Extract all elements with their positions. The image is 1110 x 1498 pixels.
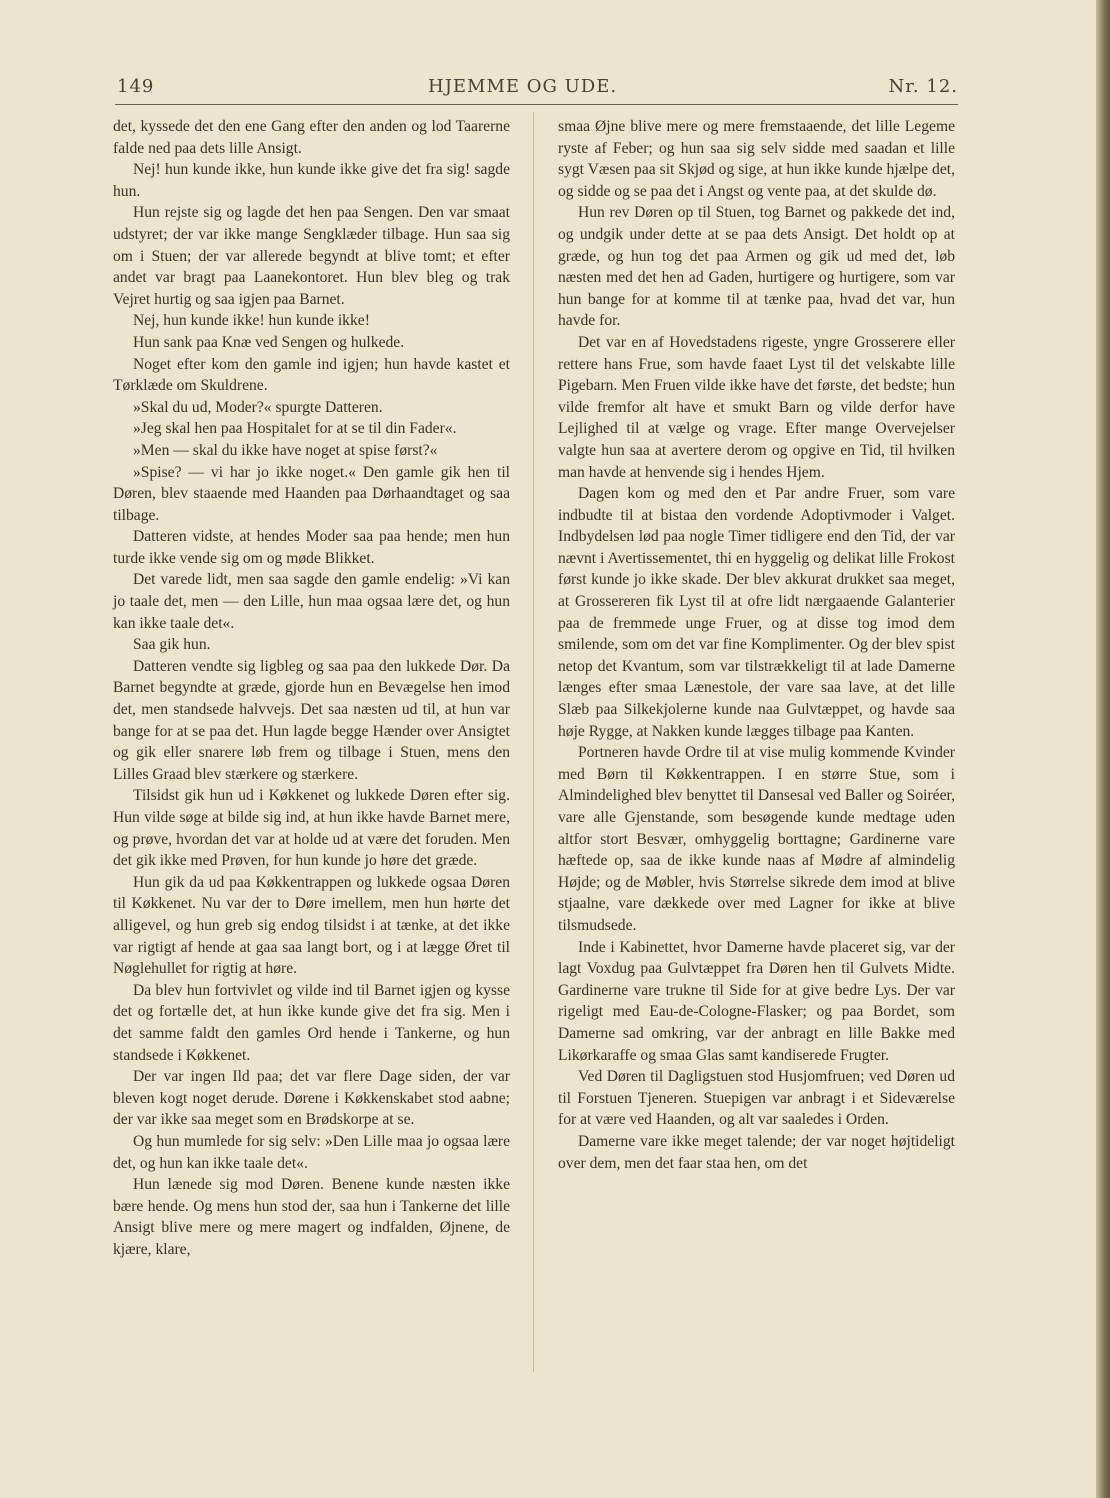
paragraph: Hun lænede sig mod Døren. Benene kunde næsten ikke bære hende. Og mens hun stod der, saa hun i Tankerne det lille Ansigt blive mere og mere magert og indfalden, Øjnene, de kjære, klare, xyxy=(113,1176,510,1258)
column-divider xyxy=(533,112,534,1372)
paragraph: »Men — skal du ikke have noget at spise først?« xyxy=(133,441,438,459)
paragraph: »Spise? — vi har jo ikke noget.« Den gamle gik hen til Døren, blev staaende med Haanden paa Dørhaandtaget og saa tilbage. xyxy=(113,463,510,524)
left-column xyxy=(113,116,510,1260)
paragraph: Det varede lidt, men saa sagde den gamle endelig: »Vi kan jo taale det, men — den Lille, hun maa ogsaa lære det, og hun kan ikke taale det«. xyxy=(113,571,510,632)
paragraph: Tilsidst gik hun ud i Køkkenet og lukkede Døren efter sig. Hun vilde søge at bilde sig ind, at hun ikke havde Barnet mere, og prøve, hvordan det var at holde ud at være det foruden. Men det gik ikke med Prøven, for hun kunde jo høre det græde. xyxy=(113,787,510,870)
paragraph: Og hun mumlede for sig selv: »Den Lille maa jo ogsaa lære det, og hun kan ikke taale det«. xyxy=(113,1132,510,1172)
paragraph: Damerne vare ikke meget talende; der var noget højtideligt over dem, men det faar staa hen, om det xyxy=(558,1132,955,1172)
paragraph: Det var en af Hovedstadens rigeste, yngre Grosserere eller rettere hans Frue, som havde faaet Lyst til det velskabte lille Pigebarn. Men Fruen vilde ikke have det første, det bedste; hun vilde fremfor alt have et smukt Barn og vilde derfor have Lejlighed til at vælge og vrage. Efter mange Overvejelser valgte hun saa at avertere derom og opgive en Tid, til hvilken man havde at henvende sig i hendes Hjem. xyxy=(558,333,955,481)
paragraph: Der var ingen Ild paa; det var flere Dage siden, der var bleven kogt noget derude. Dørene i Køkkenskabet stod aabne; der var ikke saa meget som en Brødskorpe at se. xyxy=(113,1068,510,1129)
paragraph: Ved Døren til Dagligstuen stod Husjomfruen; ved Døren ud til Forstuen Tjeneren. Stuepigen var anbragt i et Sideværelse for at være ved Haanden, og alt var saaledes i Orden. xyxy=(558,1068,955,1129)
running-header xyxy=(115,74,958,105)
paragraph: Hun sank paa Knæ ved Sengen og hulkede. xyxy=(133,333,405,351)
paragraph: Inde i Kabinettet, hvor Damerne havde placeret sig, var der lagt Voxdug paa Gulvtæppet fra Døren hen til Gulvets Midte. Gardinerne vare trukne til Side for at give bedre Lys. Der var rigeligt med Eau-de-Cologne-Flasker; og paa Bordet, som Damerne sad omkring, var der anbragt en lille Bakke med Likørkaraffe og smaa Glas samt kandiserede Frugter. xyxy=(558,938,955,1064)
paragraph: Nej, hun kunde ikke! hun kunde ikke! xyxy=(133,312,370,330)
paragraph: Saa gik hun. xyxy=(133,636,211,654)
issue-number: Nr. 12. xyxy=(888,76,958,97)
paragraph: Datteren vendte sig ligbleg og saa paa den lukkede Dør. Da Barnet begyndte at græde, gjorde hun en Bevægelse hen imod det, men standsede halvvejs. Det saa næsten ud til, at hun var bange for at se paa det. Hun lagde begge Hænder over Ansigtet og gik eller snarere løb frem og tilbage i Stuen, mens den Lilles Graad blev stærkere og stærkere. xyxy=(113,657,510,783)
paragraph: Noget efter kom den gamle ind igjen; hun havde kastet et Tørklæde om Skuldrene. xyxy=(113,355,510,395)
paragraph: Da blev hun fortvivlet og vilde ind til Barnet igjen og kysse det og fortælle det, at hun ikke kunde give det fra sig. Men i det samme faldt den gamles Ord hende i Tankerne, og hun standsede i Køkkenet. xyxy=(113,981,510,1064)
paragraph: »Jeg skal hen paa Hospitalet for at se til din Fader«. xyxy=(133,420,457,438)
paragraph: Nej! hun kunde ikke, hun kunde ikke give det fra sig! sagde hun. xyxy=(113,161,510,200)
right-column xyxy=(558,116,955,1174)
paragraph: Hun rejste sig og lagde det hen paa Sengen. Den var smaat udstyret; der var ikke mange Sengklæder tilbage. Hun saa sig om i Stuen; der var allerede begyndt at blive tomt; et efter andet var bragt paa Laanekontoret. Hun blev bleg og trak Vejret hurtig og saa igjen paa Barnet. xyxy=(113,204,510,308)
paragraph: smaa Øjne blive mere og mere fremstaaende, det lille Legeme ryste af Feber; og hun saa sig selv sidde med saadan et lille sygt Væsen paa sit Skjød og sige, at hun ikke kunde hjælpe det, og sidde og se paa det i Angst og vente paa, at det skulde dø. xyxy=(558,118,955,200)
paragraph: Datteren vidste, at hendes Moder saa paa hende; men hun turde ikke vende sig om og møde Blikket. xyxy=(113,528,510,567)
paragraph: Hun gik da ud paa Køkkentrappen og lukkede ogsaa Døren til Køkkenet. Nu var der to Døre imellem, men hun hørte det alligevel, og hun greb sig endog tilsidst i at tænke, at det ikke var rigtigt af hende at gaa saa langt bort, og i at lægge Øret til Nøglehullet for rigtig at høre. xyxy=(113,873,510,978)
page-number: 149 xyxy=(117,76,155,97)
paragraph: Dagen kom og med den et Par andre Fruer, som vare indbudte til at bistaa den vordende Adoptivmoder i Valget. Indbydelsen lød paa nogle Timer tidligere end den Tid, der var nævnt i Avertissementet, thi en hyggelig og delikat lille Frokost først kunde jo ikke skade. Der blev akkurat drukket saa meget, at Grossereren fik Lyst til at ofre lidt nærgaaende Galanterier paa de fremmede unge Fruer, og at disse tog imod dem smilende, som om det var fine Komplimenter. Og der blev spist netop det Kvantum, som var tilstrækkeligt til at lade Damerne længes efter smaa Lænestole, der vare saa lave, at det lille Slæb paa Silkekjolerne kunde naa Gulvtæppet, og havde saa høje Rygge, at Nakken kunde lægges tilbage paa Kanten. xyxy=(558,485,955,740)
book-spine-edge xyxy=(1096,0,1110,1498)
paragraph: Hun rev Døren op til Stuen, tog Barnet og pakkede det ind, og undgik under dette at se paa dets Ansigt. Det holdt op at græde, og hun tog det paa Armen og gik ud med det, løb næsten med det hen ad Gaden, hurtigere og hurtigere, som var hun bange for at komme til at tænke paa, hvad det var, hun havde for. xyxy=(558,204,955,330)
paragraph: det, kyssede det den ene Gang efter den anden og lod Taarerne falde ned paa dets lille Ansigt. xyxy=(113,118,510,157)
paragraph: »Skal du ud, Moder?« spurgte Datteren. xyxy=(133,398,383,416)
paragraph: Portneren havde Ordre til at vise mulig kommende Kvinder med Børn til Køkkentrappen. I en større Stue, som i Almindelighed blev benyttet til Dansesal ved Baller og Soiréer, vare alle Gjenstande, som besøgende kunde medtage uden altfor stort Besvær, omhyggelig borttagne; Gardinerne vare hæftede op, saa de ikke kunde naas af Mødre af almindelig Højde; og de Møbler, hvis Størrelse sikrede dem imod at blive stjaalne, vare dækkede over med Lagner for ikke at blive tilsmudsede. xyxy=(558,744,955,934)
running-title: HJEMME OG UDE. xyxy=(428,76,618,97)
